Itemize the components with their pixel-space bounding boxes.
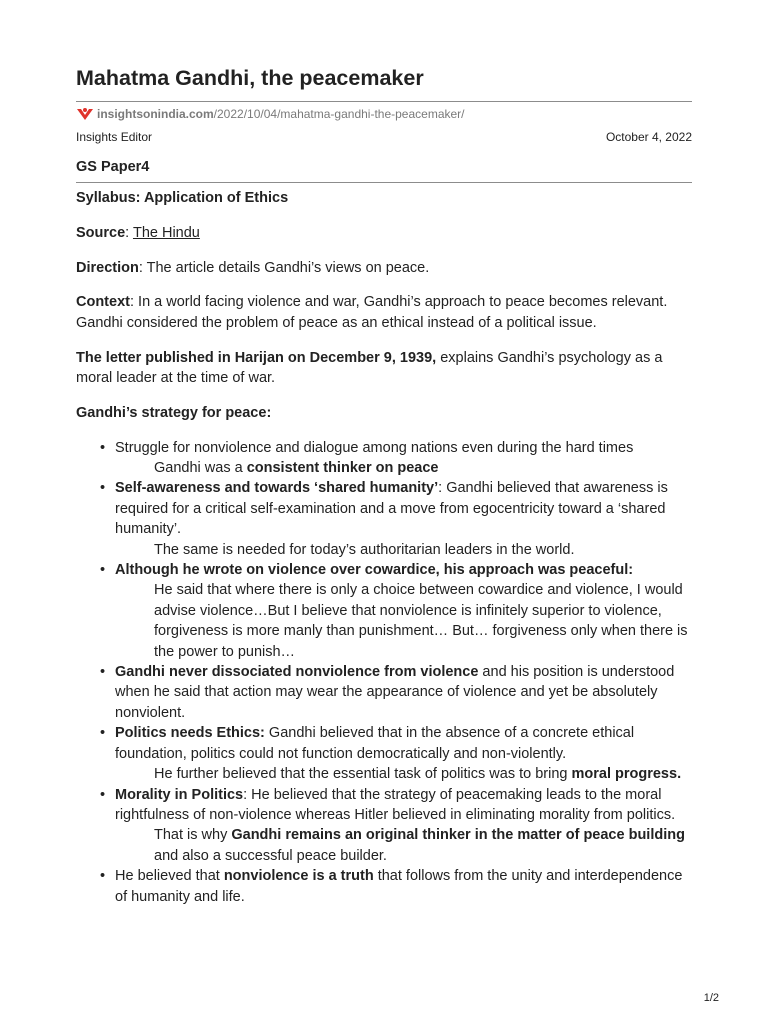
bullet-dot-icon: • (100, 786, 106, 803)
header-divider (76, 182, 692, 183)
list-item: • He believed that nonviolence is a truth that follows from the unity and interdependence of humanity and life. (100, 868, 683, 905)
source-line: Source: The Hindu (76, 224, 200, 241)
source-link[interactable]: The Hindu (132, 224, 200, 241)
direction-line: Direction: The article details Gandhi’s views on peace. (76, 259, 430, 276)
context-paragraph: Context: In a world facing violence and war, Gandhi’s approach to peace becomes relevant. Gandhi considered the problem of peace as an ethical instead of a political issue. (76, 294, 668, 331)
letter-paragraph: The letter published in Harijan on December 9, 1939, explains Gandhi’s psychology as a moral leader at the time of war. (76, 349, 663, 386)
list-item: • Morality in Politics: He believed that the strategy of peacemaking leads to the moral rightfulness of non-violence whereas Hitler believed in eliminating morality from politics. That is why Gandhi remains an original thinker in the matter of peace building and also a successful peace builder. (76, 785, 692, 867)
sub-point: He further believed that the essential task of politics was to bring moral progress. (154, 766, 682, 783)
source-url[interactable] (76, 107, 465, 121)
sub-point: That is why Gandhi remains an original thinker in the matter of peace building and also a successful peace builder. (154, 827, 685, 864)
list-item: • Struggle for nonviolence and dialogue among nations even during the hard times Gandhi was a consistent thinker on peace (76, 438, 692, 479)
strategy-list (76, 438, 692, 907)
url-path: /2022/10/04/mahatma-gandhi-the-peacemaker/ (213, 107, 465, 121)
strategy-heading: Gandhi’s strategy for peace: (76, 404, 272, 421)
sub-point: The same is needed for today’s authoritarian leaders in the world. (154, 541, 575, 558)
list-item: • Gandhi never dissociated nonviolence from violence and his position is understood when he said that action may wear the appearance of violence and yet be absolutely nonviolent. (100, 664, 675, 721)
insights-logo-icon (76, 107, 94, 121)
url-domain: insightsonindia.com (97, 107, 214, 121)
bullet-dot-icon: • (100, 439, 106, 456)
syllabus-line: Syllabus: Application of Ethics (76, 190, 289, 206)
bullet-dot-icon: • (100, 725, 106, 742)
list-item: • Politics needs Ethics: Gandhi believed that in the absence of a concrete ethical foundation, politics could not function democratically and non-violently. He further believed that the essential task of politics was to bring moral progress. (76, 723, 692, 784)
author: Insights Editor (76, 130, 153, 144)
bullet-dot-icon: • (100, 562, 106, 579)
page-title: Mahatma Gandhi, the peacemaker (76, 66, 424, 90)
bullet-dot-icon: • (100, 664, 106, 681)
publish-date: October 4, 2022 (605, 130, 692, 144)
article-meta (76, 130, 692, 144)
page-number: 1/2 (703, 992, 719, 1004)
bullet-dot-icon: • (100, 480, 106, 497)
sub-point: Gandhi was a consistent thinker on peace (154, 460, 439, 476)
list-item: • Although he wrote on violence over cowardice, his approach was peaceful: He said that where there is only a choice between cowardice and violence, I would advise violence…But I believe that nonviolence is infinitely superior to violence, forgiveness is more manly than punishment… But… forgiveness only when there is the power to punish… (76, 560, 692, 662)
list-item: • Self-awareness and towards ‘shared humanity’: Gandhi believed that awareness is required for a critical self-examination and a move from egocentricity toward a ‘shared humanity’. The same is needed for today’s authoritarian leaders in the world. (76, 478, 692, 560)
sub-point: He said that where there is only a choice between cowardice and violence, I would advise violence…But I believe that nonviolence is infinitely superior to violence, forgiveness is more manly than punishment… But… forgiveness only when there is the power to punish… (154, 582, 688, 660)
gs-paper-label: GS Paper4 (76, 159, 150, 175)
bullet-dot-icon: • (100, 868, 106, 885)
title-divider (76, 101, 692, 102)
article-body (76, 188, 692, 907)
